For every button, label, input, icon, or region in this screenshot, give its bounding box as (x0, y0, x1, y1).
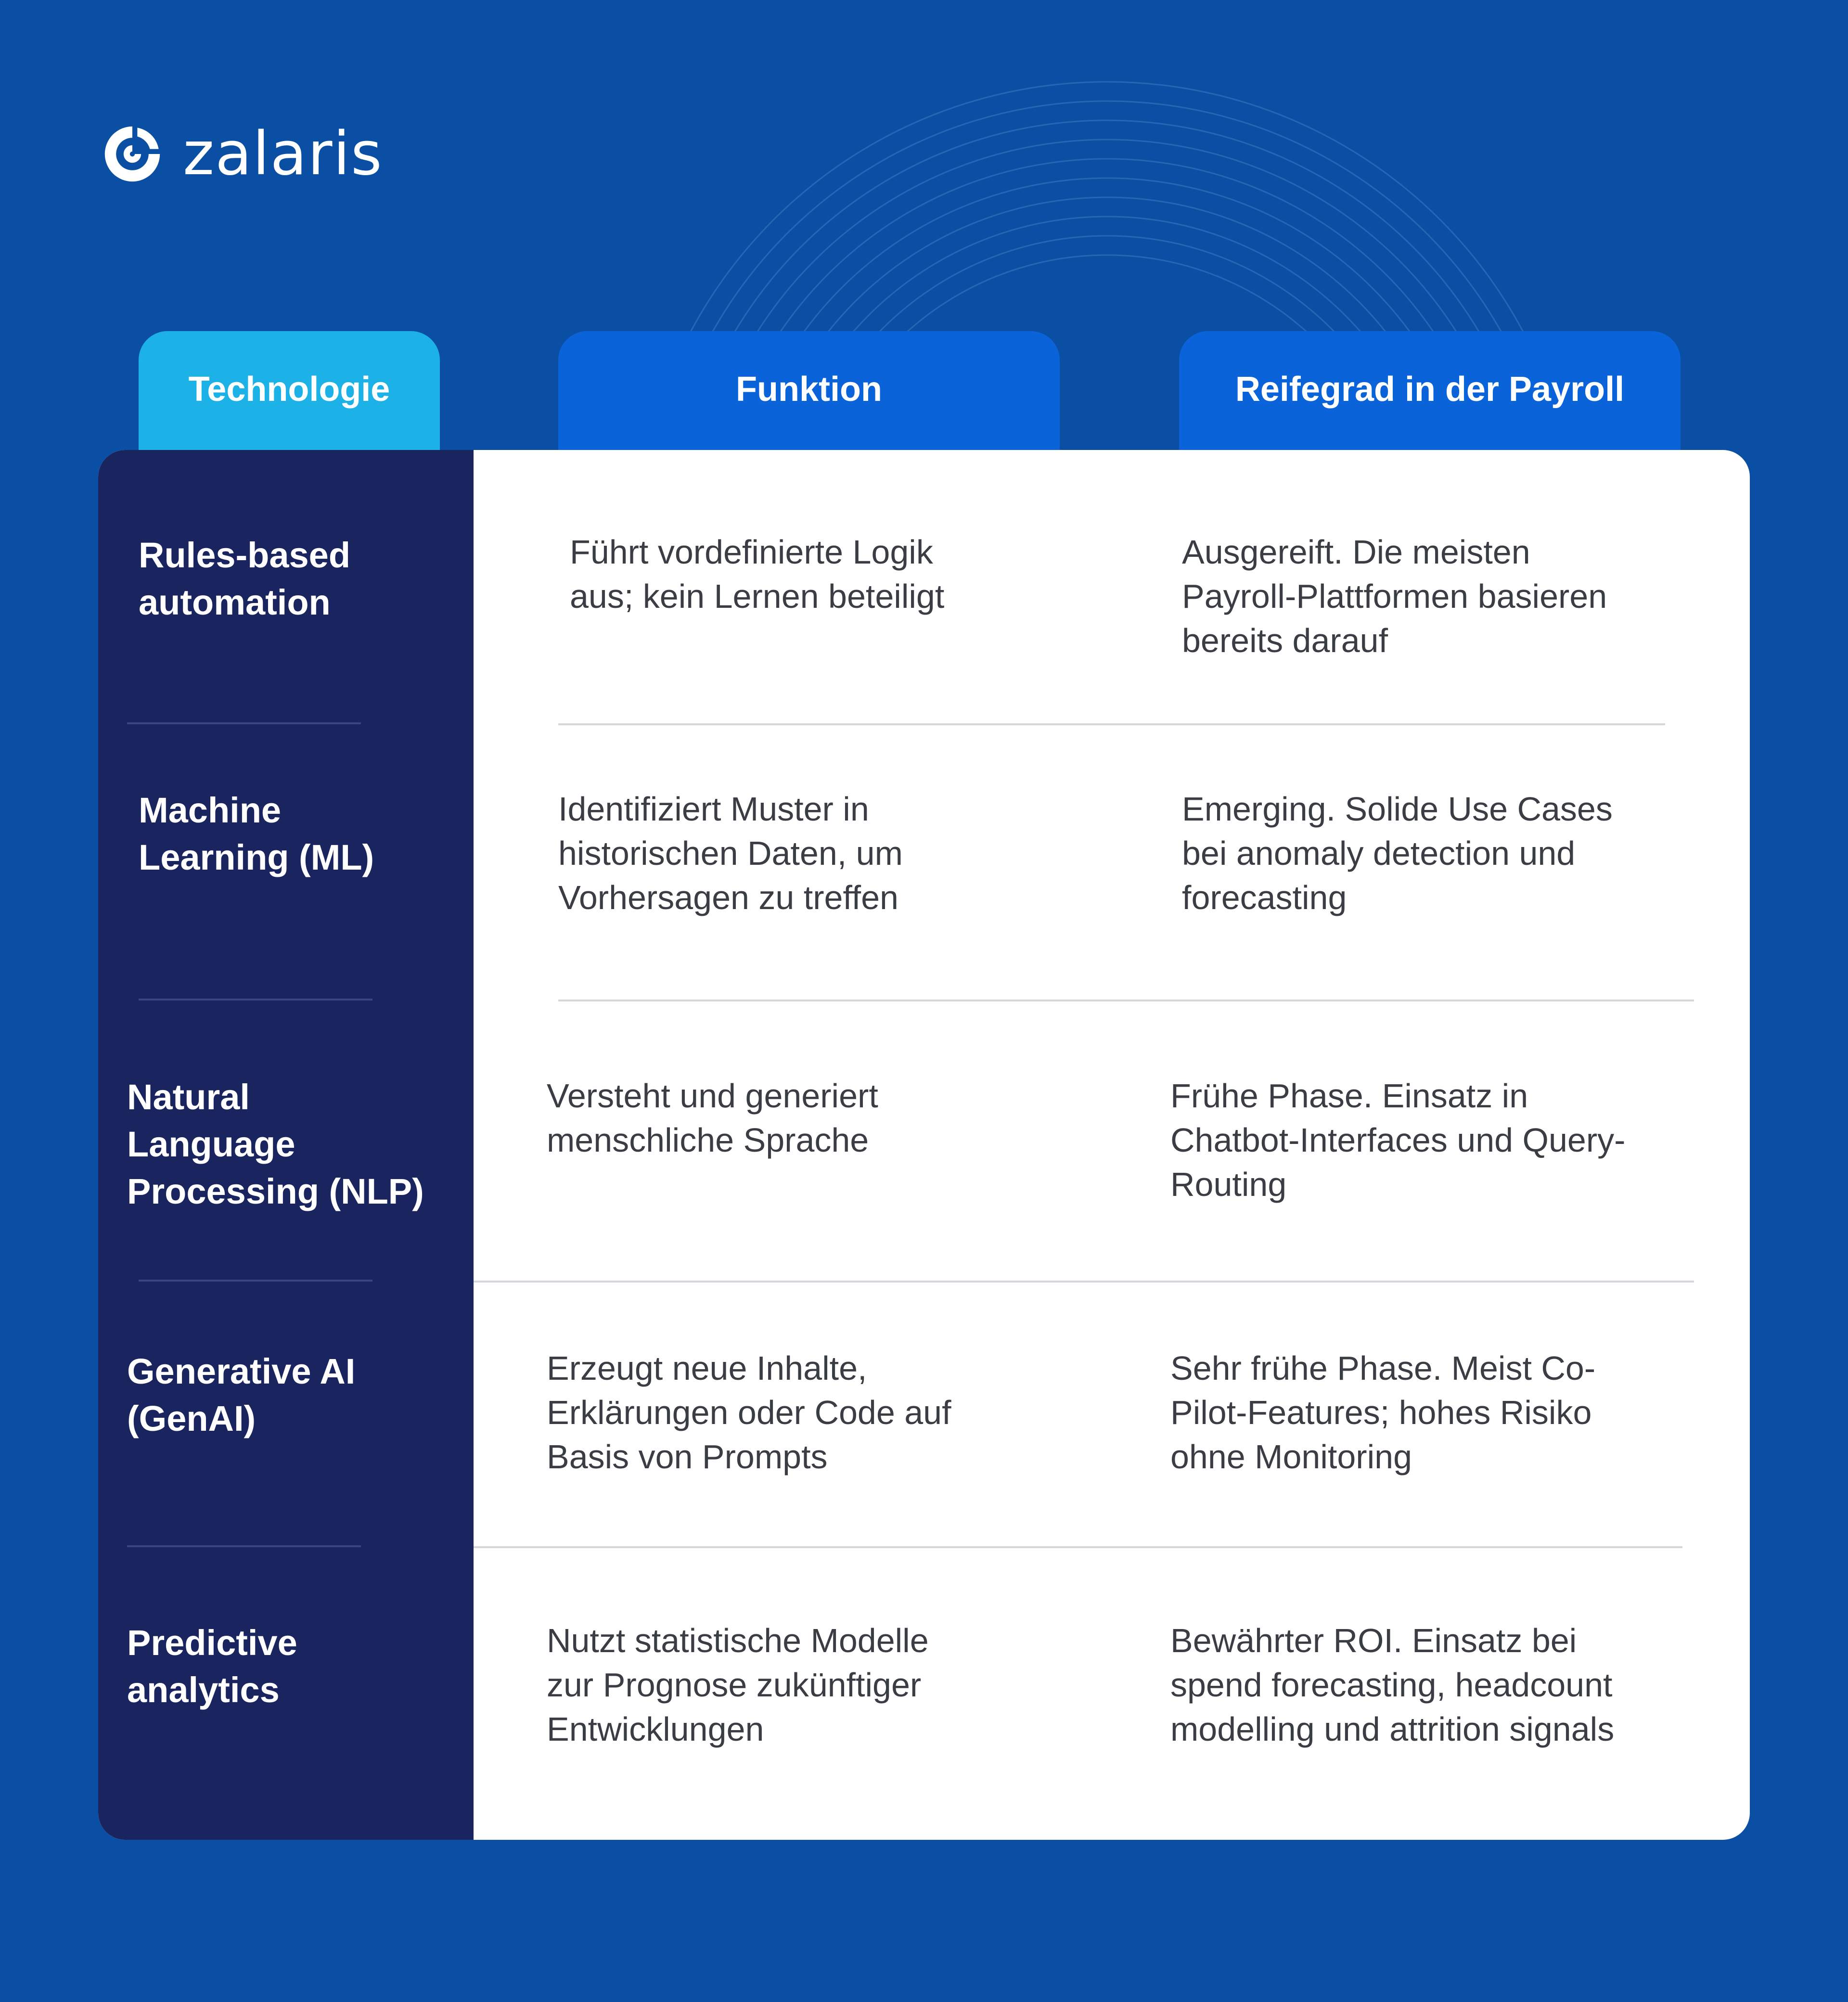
row-4-reifegrad (1170, 1346, 1681, 1479)
row-3-funktion-line: Versteht und generiert (547, 1077, 878, 1115)
row-2-funktion (558, 787, 1011, 920)
row-2-reifegrad-line: bei anomaly detection und (1182, 834, 1576, 872)
row-divider (127, 1545, 361, 1547)
row-2-funktion-line: historischen Daten, um (558, 834, 903, 872)
header-reifegrad: Reifegrad in der Payroll (1179, 331, 1681, 452)
row-4-reifegrad-line: Pilot-Features; hohes Risiko (1170, 1394, 1592, 1431)
technology-table (98, 450, 1750, 1840)
row-3-reifegrad-line: Chatbot-Interfaces und Query- (1170, 1121, 1626, 1159)
row-1-technologie (139, 532, 466, 626)
header-funktion: Funktion (558, 331, 1060, 452)
row-5-reifegrad-line: modelling und attrition signals (1170, 1710, 1615, 1748)
row-divider (139, 1280, 372, 1282)
row-3-technologie-line: Natural (127, 1077, 250, 1117)
row-5-reifegrad-line: Bewährter ROI. Einsatz bei (1170, 1622, 1577, 1659)
row-1-funktion (570, 530, 1022, 618)
row-2-funktion-line: Vorhersagen zu treffen (558, 879, 898, 916)
row-divider (474, 1546, 1682, 1548)
row-2-reifegrad (1182, 787, 1692, 920)
row-4-technologie-line: (GenAI) (127, 1399, 256, 1438)
row-2-reifegrad-line: forecasting (1182, 879, 1347, 916)
row-divider (127, 722, 361, 724)
row-5-funktion-line: Entwicklungen (547, 1710, 764, 1748)
row-1-funktion-line: aus; kein Lernen beteiligt (570, 578, 945, 615)
row-5-reifegrad (1170, 1618, 1681, 1751)
row-4-technologie-line: Generative AI (127, 1351, 356, 1391)
row-1-funktion-line: Führt vordefinierte Logik (570, 533, 933, 571)
row-5-funktion (547, 1618, 999, 1751)
row-2-technologie-line: Machine (139, 790, 282, 830)
row-3-technologie-line: Language (127, 1124, 295, 1164)
row-1-reifegrad-line: bereits darauf (1182, 622, 1388, 659)
row-4-funktion-line: Erzeugt neue Inhalte, (547, 1349, 867, 1387)
row-2-reifegrad-line: Emerging. Solide Use Cases (1182, 790, 1613, 828)
row-5-technologie (127, 1619, 454, 1714)
row-5-technologie-line: Predictive (127, 1623, 297, 1663)
row-2-technologie-line: Learning (ML) (139, 837, 374, 877)
row-3-reifegrad (1170, 1074, 1681, 1206)
brand-name: zalaris (183, 119, 383, 189)
row-3-funktion-line: menschliche Sprache (547, 1121, 869, 1159)
row-1-reifegrad-line: Ausgereift. Die meisten (1182, 533, 1530, 571)
row-3-reifegrad-line: Routing (1170, 1166, 1287, 1203)
row-4-funktion-line: Basis von Prompts (547, 1438, 828, 1476)
row-4-technologie (127, 1348, 454, 1442)
row-3-technologie-line: Processing (NLP) (127, 1171, 424, 1211)
row-1-reifegrad-line: Payroll-Plattformen basieren (1182, 578, 1607, 615)
row-4-reifegrad-line: Sehr frühe Phase. Meist Co- (1170, 1349, 1596, 1387)
row-2-technologie (139, 787, 466, 881)
row-1-technologie-line: automation (139, 582, 331, 622)
row-5-reifegrad-line: spend forecasting, headcount (1170, 1666, 1613, 1704)
header-technologie: Technologie (139, 331, 440, 452)
row-divider (139, 999, 372, 1001)
row-5-funktion-line: Nutzt statistische Modelle (547, 1622, 929, 1659)
brand-logo (101, 116, 383, 192)
row-1-reifegrad (1182, 530, 1692, 663)
row-1-technologie-line: Rules-based (139, 535, 351, 575)
row-divider (558, 723, 1665, 725)
row-4-reifegrad-line: ohne Monitoring (1170, 1438, 1412, 1476)
row-4-funktion (547, 1346, 999, 1479)
row-5-technologie-line: analytics (127, 1670, 280, 1710)
row-2-funktion-line: Identifiziert Muster in (558, 790, 869, 828)
zalaris-swirl-icon (101, 123, 164, 185)
row-4-funktion-line: Erklärungen oder Code auf (547, 1394, 951, 1431)
row-divider (474, 1281, 1694, 1283)
row-3-reifegrad-line: Frühe Phase. Einsatz in (1170, 1077, 1528, 1115)
row-5-funktion-line: zur Prognose zukünftiger (547, 1666, 922, 1704)
row-3-funktion (547, 1074, 999, 1162)
row-3-technologie (127, 1074, 454, 1215)
row-divider (558, 1000, 1694, 1001)
